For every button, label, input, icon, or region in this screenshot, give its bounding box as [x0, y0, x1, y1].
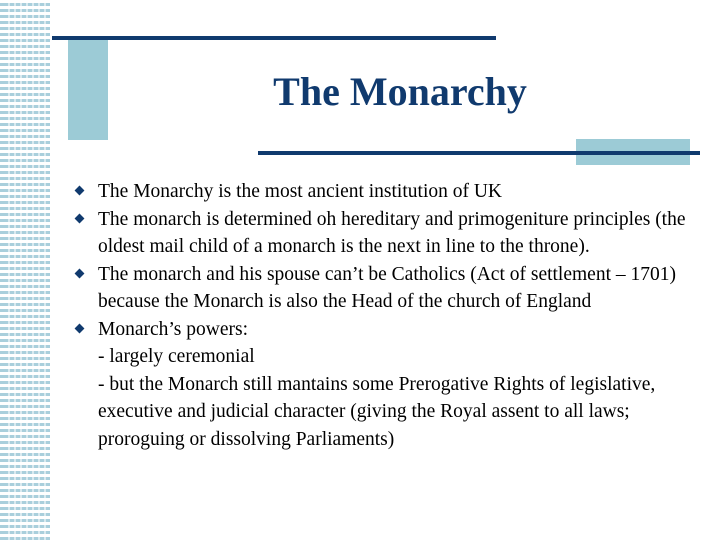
stripe-overlay: [4, 0, 46, 540]
bullet-text: The Monarchy is the most ancient institution of UK: [98, 181, 503, 202]
diamond-bullet-icon: [75, 186, 85, 196]
bullet-item: [72, 316, 720, 454]
diamond-bullet-icon: [75, 323, 85, 333]
left-stripe-decoration: [0, 0, 50, 540]
bottom-rule: [258, 151, 700, 155]
bullet-text: The monarch and his spouse can’t be Catholics (Act of settlement – 1701) because the Monarch is also the Head of the church of England: [98, 263, 676, 312]
bullet-item: [72, 178, 720, 206]
sub-point: - but the Monarch still mantains some Prerogative Rights of legislative, executive and judicial character (giving the Royal assent to all laws; proroguing or dissolving Parliaments): [98, 373, 656, 450]
diamond-bullet-icon: [75, 268, 85, 278]
top-accent-block: [68, 40, 108, 140]
sub-point: - largely ceremonial: [98, 346, 255, 367]
slide-title: The Monarchy: [273, 69, 527, 114]
slide-content: [72, 178, 720, 453]
bullet-item: [72, 261, 720, 316]
diamond-bullet-icon: [75, 213, 85, 223]
bullet-text: The monarch is determined oh hereditary and primogeniture principles (the oldest mail child of a monarch is the next in line to the throne).: [98, 208, 686, 257]
top-rule: [52, 36, 496, 40]
bullet-text: Monarch’s powers:: [98, 318, 249, 340]
bullet-item: [72, 206, 720, 261]
bullet-list: [72, 178, 720, 453]
